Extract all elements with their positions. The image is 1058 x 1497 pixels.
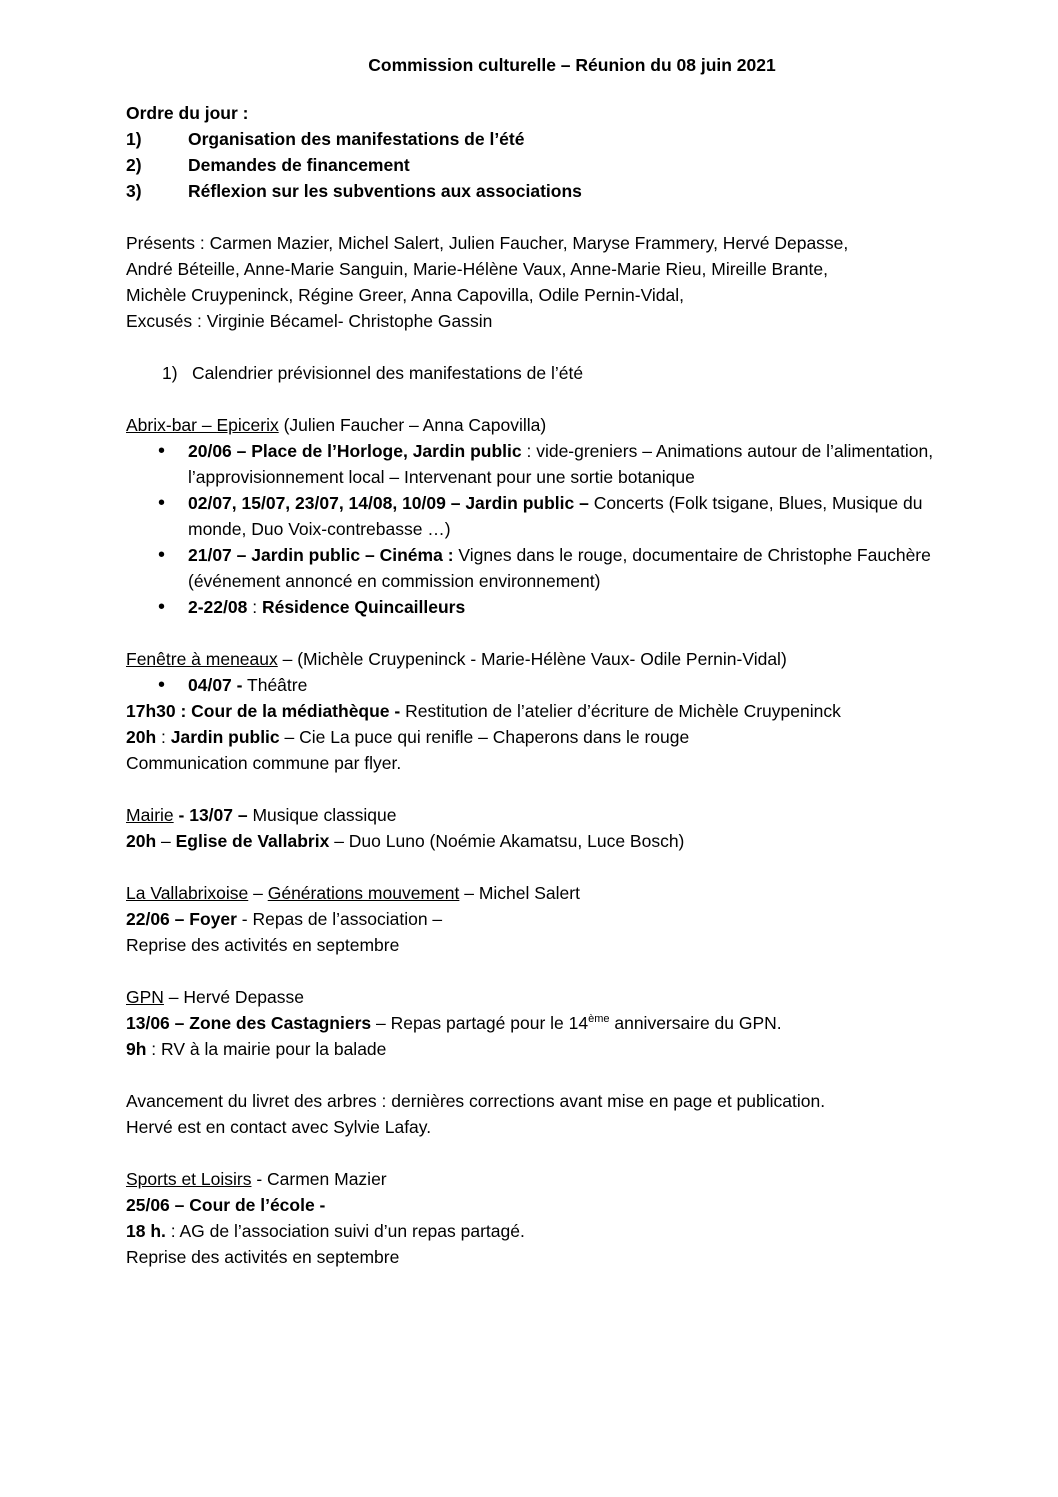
org-people: - Carmen Mazier [251,1169,387,1189]
org-heading [126,802,958,828]
agenda-heading: Ordre du jour : [126,103,249,123]
section-heading [126,360,958,386]
event-description: : AG de l’association suivi d’un repas partagé. [165,1221,525,1241]
agenda-item-number: 1) [126,129,142,149]
event-line [126,1218,958,1244]
event-item [126,672,958,698]
event-list [126,672,958,698]
event-date: 21/07 – Jardin public – Cinéma : [188,545,454,565]
org-name: Générations mouvement [267,883,460,903]
event-separator: : [156,727,171,747]
org-heading [126,984,958,1010]
event-date: 04/07 - [188,675,243,695]
event-description: Vignes dans le rouge, documentaire de Christophe Fauchère (événement annoncé en commission environnement) [188,545,931,591]
org-heading [126,880,958,906]
excused-line: Excusés : Virginie Bécamel- Christophe Gassin [126,311,493,331]
org-heading [126,1166,958,1192]
event-line [126,1010,958,1036]
event-time: 20h [126,727,157,747]
note-line: Communication commune par flyer. [126,753,402,773]
event-description: – Duo Luno (Noémie Akamatsu, Luce Bosch) [329,831,685,851]
org-people: – Hervé Depasse [163,987,305,1007]
org-name: Epicerix [216,415,279,435]
note-line: Avancement du livret des arbres : dernières corrections avant mise en page et publication. [126,1091,826,1111]
agenda-item [126,178,958,204]
event-description: Musique classique [247,805,397,825]
event-separator: – [156,831,176,851]
agenda-item-number: 3) [126,181,142,201]
section-label: Calendrier prévisionnel des manifestations de l’été [192,363,584,383]
event-description: Concerts (Folk tsigane, Blues, Musique du monde, Duo Voix-contrebasse …) [188,493,923,539]
event-description: : vide-greniers – Animations autour de l’alimentation, l’approvisionnement local – Intervenant pour une sortie botanique [188,441,934,487]
agenda-item-label: Organisation des manifestations de l’été [188,129,525,149]
event-description: Résidence Quincailleurs [261,597,466,617]
agenda-item [126,126,958,152]
attendance-block [126,230,958,334]
event-description: Restitution de l’atelier d’écriture de Michèle Cruypeninck [400,701,841,721]
event-description: - Repas de l’association – [236,909,443,929]
mairie-block [126,802,958,854]
org-people: (Julien Faucher – Anna Capovilla) [278,415,547,435]
event-date-place: 22/06 – Foyer [126,909,237,929]
attendees-line: André Béteille, Anne-Marie Sanguin, Marie-Hélène Vaux, Anne-Marie Rieu, Mireille Brante, [126,259,828,279]
event-item [126,438,958,490]
event-description-end: anniversaire du GPN. [609,1013,782,1033]
event-time: 9h [126,1039,147,1059]
org-name: Mairie [126,805,174,825]
event-item [126,490,958,542]
vallabrixoise-block [126,880,958,958]
event-date: 2-22/08 [188,597,248,617]
agenda-item [126,152,958,178]
abrix-block [126,412,958,620]
event-item [126,594,958,620]
document-title: Commission culturelle – Réunion du 08 juin 2021 [368,55,776,75]
event-place: – Place de l’Horloge, Jardin public [231,441,522,461]
org-separator: – [197,415,217,435]
ordinal-suffix: ème [588,1013,610,1026]
event-line [126,724,958,750]
org-heading [126,646,958,672]
sports-block [126,1166,958,1270]
event-date: 02/07, 15/07, 23/07, 14/08, 10/09 – Jardin public – [188,493,589,513]
fenetre-block [126,646,958,776]
org-people: – (Michèle Cruypeninck - Marie-Hélène Vaux- Odile Pernin-Vidal) [277,649,787,669]
attendees-line: Michèle Cruypeninck, Régine Greer, Anna Capovilla, Odile Pernin-Vidal, [126,285,685,305]
event-item [126,542,958,594]
event-time: 18 h. [126,1221,166,1241]
event-description: – Cie La puce qui renifle – Chaperons dans le rouge [279,727,690,747]
event-time: 20h [126,831,157,851]
event-line [126,828,958,854]
agenda-item-label: Demandes de financement [188,155,410,175]
event-list [126,438,958,620]
event-line [126,698,958,724]
org-name: Abrix-bar [126,415,197,435]
section-number: 1) [162,363,178,383]
event-place: Jardin public [170,727,280,747]
event-line [126,1036,958,1062]
org-heading [126,412,958,438]
event-description: – Repas partagé pour le 14 [371,1013,589,1033]
event-time-place: 17h30 : Cour de la médiathèque - [126,701,401,721]
event-date: - 13/07 – [173,805,248,825]
org-separator: – [248,883,268,903]
event-description: Théâtre [242,675,308,695]
event-place: Eglise de Vallabrix [175,831,330,851]
org-name: La Vallabrixoise [126,883,249,903]
event-description: : RV à la mairie pour la balade [146,1039,387,1059]
note-line: Reprise des activités en septembre [126,1247,400,1267]
agenda-item-number: 2) [126,155,142,175]
org-people: – Michel Salert [459,883,580,903]
gpn-block [126,984,958,1140]
note-line: Reprise des activités en septembre [126,935,400,955]
agenda-list [126,126,958,204]
event-line [126,906,958,932]
org-name: GPN [126,987,164,1007]
note-line: Hervé est en contact avec Sylvie Lafay. [126,1117,432,1137]
agenda-item-label: Réflexion sur les subventions aux associations [188,181,582,201]
org-name: Fenêtre à meneaux [126,649,278,669]
event-date: 20/06 [188,441,232,461]
event-separator: : [247,597,262,617]
org-name: Sports et Loisirs [126,1169,252,1189]
event-date-place: 25/06 – Cour de l’école - [126,1195,326,1215]
event-date-place: 13/06 – Zone des Castagniers [126,1013,372,1033]
attendees-line: Présents : Carmen Mazier, Michel Salert, Julien Faucher, Maryse Frammery, Hervé Depasse, [126,233,849,253]
